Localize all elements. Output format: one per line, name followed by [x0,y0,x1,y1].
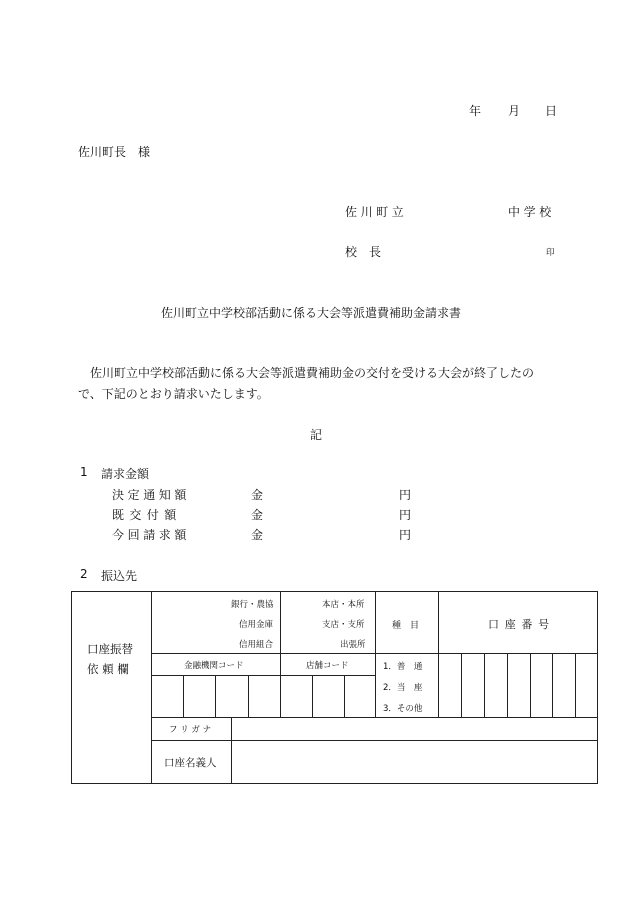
section1-heading: 請求金額 [101,467,150,481]
bank-type-label: 信用組合 [239,640,274,650]
branch-type-label: 支店・支所 [322,620,365,630]
kind-option: 2．当 座 [383,683,423,693]
branch-type-label: 本店・本所 [322,600,365,610]
form-left-label-2: 依 頼 欄 [87,662,129,676]
document-title: 佐川町立中学校部活動に係る大会等派遣費補助金請求書 [161,306,462,320]
furigana-label: フ リ ガ ナ [169,725,212,735]
account-holder-label: 口座名義人 [164,757,217,769]
school-suffix: 中学校 [508,205,555,219]
bank-type-label: 信用金庫 [239,620,274,630]
amount-row-kin: 金 [251,488,264,502]
seal-mark: 印 [546,248,555,258]
section2-number: 2 [80,567,88,581]
bank-code-label: 金融機関コード [184,661,244,671]
transfer-form-table [71,591,599,785]
form-left-label-1: 口座振替 [87,642,133,656]
amount-row-label: 既交付額 [112,508,182,522]
principal-label: 校 長 [345,245,382,259]
ki-mark: 記 [310,428,323,442]
account-number-label: 口 座 番 号 [488,618,551,631]
amount-row-yen: 円 [399,508,412,522]
bank-type-label: 銀行・農協 [231,600,274,610]
date-year-label: 年 [469,104,482,118]
body-line-2: で、下記のとおり請求いたします。 [78,387,269,401]
amount-row-label: 決定通知額 [112,488,191,502]
date-month-label: 月 [508,104,521,118]
amount-row-kin: 金 [251,528,264,542]
kind-label: 種 目 [392,621,420,631]
amount-row-yen: 円 [399,488,412,502]
branch-type-label: 出張所 [340,640,366,650]
kind-option: 3．その他 [383,704,423,714]
date-day-label: 日 [545,104,558,118]
branch-code-label: 店舗コード [306,661,349,671]
amount-row-yen: 円 [399,528,412,542]
kind-option: 1．普 通 [383,662,423,672]
school-prefix: 佐川町立 [345,205,408,219]
amount-row-kin: 金 [251,508,264,522]
section2-heading: 振込先 [101,569,138,583]
amount-row-label: 今回請求額 [112,528,191,542]
section1-number: 1 [80,465,88,479]
addressee: 佐川町長 様 [78,145,151,159]
body-line-1: 佐川町立中学校部活動に係る大会等派遣費補助金の交付を受ける大会が終了したの [90,366,535,380]
